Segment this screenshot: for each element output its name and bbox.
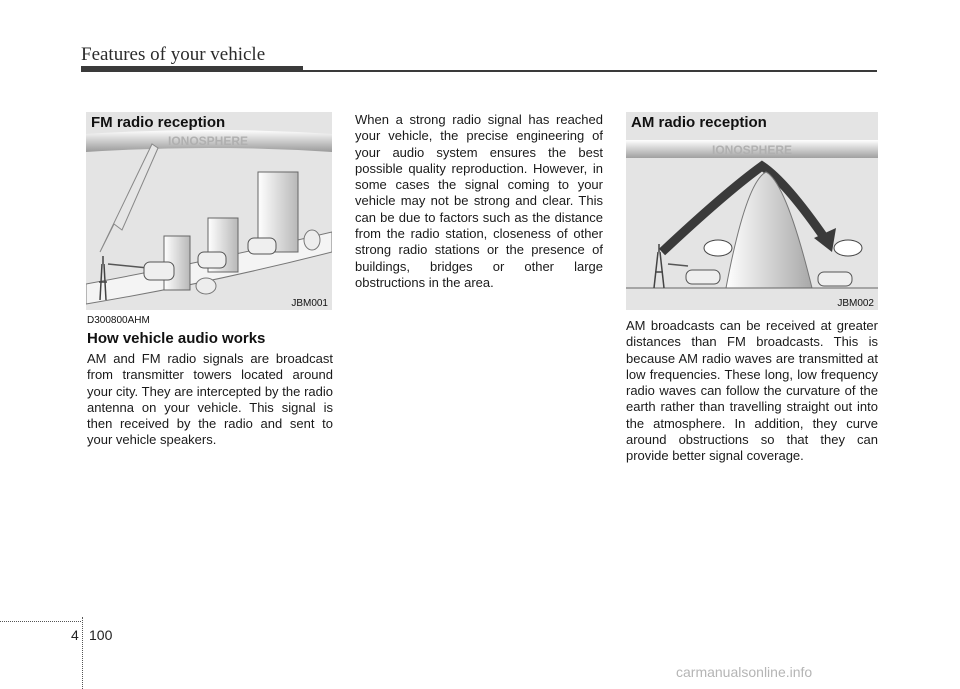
fm-figure-title: FM radio reception [91, 114, 226, 131]
am-figure-code: JBM002 [837, 298, 874, 309]
body-paragraph-1: AM and FM radio signals are broadcast from transmitter towers located around your city. They are intercepted by the radio antenna on your vehicle. This signal is then received by the radio and sent to your vehicle speakers. [87, 351, 333, 448]
signal-bolt [100, 144, 158, 252]
fm-figure-code: JBM001 [291, 298, 328, 309]
footer-rule [0, 621, 81, 622]
am-reception-figure [626, 112, 878, 310]
section-title: How vehicle audio works [87, 330, 266, 347]
am-figure-title: AM radio reception [631, 114, 767, 131]
am-short-arrow [668, 264, 688, 266]
page-header-title: Features of your vehicle [81, 44, 266, 65]
ionosphere-label: IONOSPHERE [711, 143, 793, 157]
footer-divider [82, 617, 83, 689]
ionosphere-label: IONOSPHERE [167, 134, 249, 148]
fm-reception-figure [86, 112, 332, 310]
body-paragraph-3: AM broadcasts can be received at greater distances than FM broadcasts. This is because AM radio waves are transmitted at low frequencies. These long, low frequency radio waves can follow the curvature of the earth rather than travelling straight out into the atmosphere. In addition, they curve around obstructions so that they can provide better signal coverage. [626, 318, 878, 464]
body-paragraph-2: When a strong radio signal has reached your vehicle, the precise engineering of your audio system ensures the best possible quality reproduction. However, in some cases the signal coming to your vehicle may not be strong and clear. This can be due to factors such as the distance from the radio station, closeness of other strong radio stations or the presence of buildings, bridges or other large obstructions in the area. [355, 112, 603, 290]
header-rule [303, 70, 877, 72]
header-bar [81, 66, 303, 72]
buildings [164, 172, 298, 290]
fm-illustration [86, 112, 332, 310]
watermark: carmanualsonline.info [676, 664, 813, 680]
chapter-number: 4 [71, 627, 79, 643]
am-illustration [626, 112, 878, 310]
page-number: 100 [89, 627, 113, 643]
fm-signal-arrow [108, 264, 148, 268]
section-code: D300800AHM [87, 315, 150, 326]
